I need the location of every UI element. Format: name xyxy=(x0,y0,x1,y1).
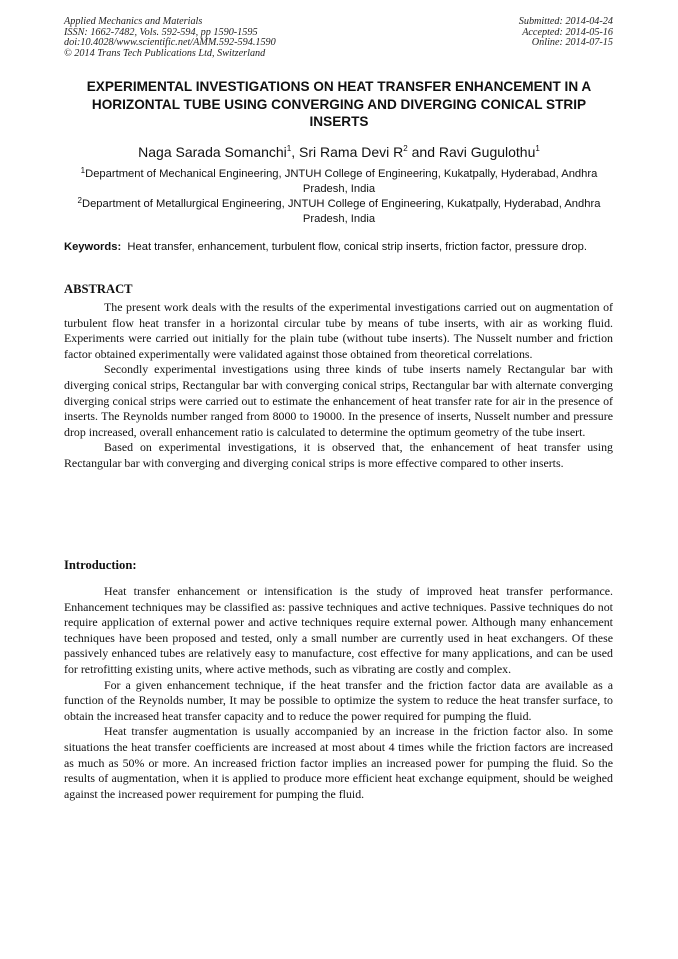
abstract-body xyxy=(64,300,613,472)
author-affiliation-marker: 1 xyxy=(286,144,292,153)
introduction-paragraph: Heat transfer enhancement or intensification is the study of improved heat transfer performance. Enhancement techniques may be classified as: passive techniques and active techniques. Passive techniques do not require application of external power and active techniques require external power. Although many enhancement techniques have been proposed and tested, only a small number are currently used in heat exchangers. Of these passively enhanced tubes are relatively easy to manufacture, cost effective for many applications, and can be used for retrofitting existing units, where active methods, such as vibrating are costly and complex. xyxy=(64,584,613,676)
author-separator: and xyxy=(407,144,439,160)
publication-dates xyxy=(519,17,613,49)
accepted-date: Accepted: 2014-05-16 xyxy=(522,26,613,38)
introduction-paragraph: For a given enhancement technique, if the heat transfer and the friction factor data are available as a function of the Reynolds number, It may be possible to optimize the system to reduce the heat transfer surface, to obtain the increased heat transfer capacity and to reduce the power required for pumping the fluid. xyxy=(64,677,613,723)
online-date: Online: 2014-07-15 xyxy=(531,37,613,49)
author-name: Ravi Gugulothu xyxy=(438,144,536,160)
paper-title: EXPERIMENTAL INVESTIGATIONS ON HEAT TRANSFER ENHANCEMENT IN A HORIZONTAL TUBE USING CONVERGING AND DIVERGING CONICAL STRIP INSERTS xyxy=(86,79,592,130)
journal-issn: ISSN: 1662-7482, Vols. 592-594, pp 1590-1595 xyxy=(64,26,258,38)
submitted-date: Submitted: 2014-04-24 xyxy=(518,16,613,27)
keywords-label: Keywords: xyxy=(64,241,122,253)
abstract-paragraph: Secondly experimental investigations using three kinds of tube inserts namely Rectangular bar with diverging conical strips, Rectangular bar with converging conical strips, Rectangular bar with alternate converging diverging conical strips were carried out to estimate the enhancement of heat transfer rate for air in the presence of inserts. The Reynolds number ranged from 8000 to 19000. In the presence of inserts, Nusselt number and pressure drop increased, overall enhancement ratio is calculated to determine the optimum geometry of the tube insert. xyxy=(64,362,613,439)
author-name: Naga Sarada Somanchi xyxy=(138,144,287,160)
introduction-paragraph: Heat transfer augmentation is usually accompanied by an increase in the friction factor also. In some situations the heat transfer coefficients are increased at most about 4 times while the friction factors are increased as much as 50% or more. An increased friction factor implies an increased power for pumping the fluid. So the results of augmentation, when it is applied to produce more efficient heat exchange equipment, should be weighed against the increased power requirement for pumping the fluid. xyxy=(64,724,613,801)
introduction-body xyxy=(64,584,613,802)
author-list xyxy=(64,143,614,161)
author-affiliation-marker: 2 xyxy=(403,144,408,153)
journal-doi[interactable]: doi:10.4028/www.scientific.net/AMM.592-594.1590 xyxy=(64,37,276,49)
introduction-heading: Introduction: xyxy=(64,558,137,572)
keywords-text: Heat transfer, enhancement, turbulent flow, conical strip inserts, friction factor, pressure drop. xyxy=(127,241,587,253)
affiliation-text: Department of Metallurgical Engineering, JNTUH College of Engineering, Kukatpally, Hyderabad, Andhra Pradesh, India xyxy=(82,198,601,225)
affiliation-text: Department of Mechanical Engineering, JNTUH College of Engineering, Kukatpally, Hyderabad, Andhra Pradesh, India xyxy=(85,168,598,195)
abstract-paragraph: Based on experimental investigations, it is observed that, the enhancement of heat transfer using Rectangular bar with converging and diverging conical strips is more effective compared to other inserts. xyxy=(64,440,613,470)
affiliation-2 xyxy=(64,197,614,226)
journal-info xyxy=(64,17,276,59)
journal-name: Applied Mechanics and Materials xyxy=(64,16,203,27)
author-separator: , xyxy=(291,144,300,160)
journal-copyright: © 2014 Trans Tech Publications Ltd, Switzerland xyxy=(64,47,266,59)
keywords xyxy=(64,240,613,255)
abstract-heading: ABSTRACT xyxy=(64,282,133,296)
author-affiliation-marker: 1 xyxy=(535,144,540,153)
affiliation-1 xyxy=(64,167,614,196)
affiliation-marker: 1 xyxy=(80,166,86,175)
affiliation-marker: 2 xyxy=(77,196,82,205)
author-name: Sri Rama Devi R xyxy=(299,144,404,160)
abstract-paragraph: The present work deals with the results of the experimental investigations carried out on augmentation of turbulent flow heat transfer in a horizontal circular tube by means of tube inserts, with air as working fluid. Experiments were carried out initially for the plain tube (without tube inserts). The Nusselt number and friction factor obtained experimentally were validated against those obtained from theoretical correlations. xyxy=(64,300,613,361)
